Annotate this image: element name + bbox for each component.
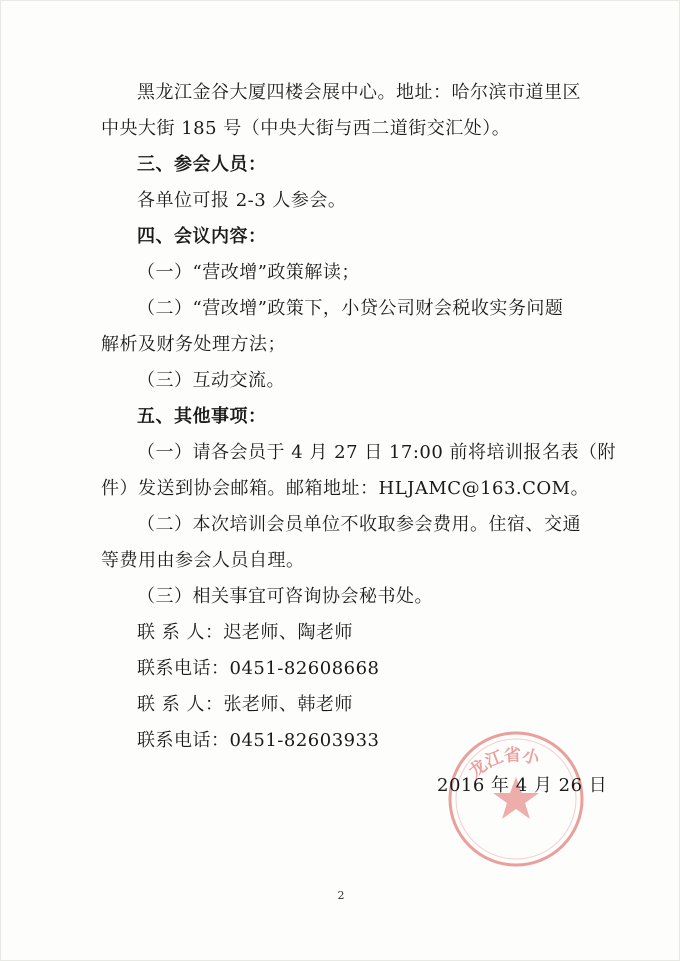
list-item-other-2: （二）本次培训会员单位不收取参会费用。住宿、交通 <box>137 514 581 535</box>
list-item-other-3: （三）相关事宜可咨询协会秘书处。 <box>137 586 433 607</box>
list-item-other-1-cont: 件）发送到协会邮箱。邮箱地址：HLJAMC@163.COM。 <box>101 478 590 499</box>
contact-person-1: 联 系 人：迟老师、陶老师 <box>137 622 353 643</box>
list-item-content-1: （一）“营改增”政策解读； <box>137 262 360 283</box>
paragraph-line-address: 中央大街 185 号（中央大街与西二道街交汇处）。 <box>101 118 511 139</box>
contact-phone-1: 联系电话：0451-82608668 <box>137 658 380 679</box>
section-heading-content: 四、会议内容： <box>137 226 267 247</box>
document-body <box>101 75 617 759</box>
list-item-content-2-cont: 解析及财务处理方法； <box>101 334 286 355</box>
contact-phone-2: 联系电话：0451-82603933 <box>137 730 380 751</box>
seal-text: 龙江省小 <box>465 745 542 783</box>
list-item-other-1: （一）请各会员于 4 月 27 日 17:00 前将培训报名表（附 <box>137 442 617 463</box>
list-item-content-3: （三）互动交流。 <box>137 370 285 391</box>
contact-person-2: 联 系 人：张老师、韩老师 <box>137 694 353 715</box>
list-item-other-2-cont: 等费用由参会人员自理。 <box>101 550 305 571</box>
paragraph-line-venue: 黑龙江金谷大厦四楼会展中心。地址：哈尔滨市道里区 <box>137 82 581 103</box>
document-date: 2016 年 4 月 26 日 <box>437 775 608 796</box>
section-heading-attendees: 三、参会人员： <box>137 154 267 175</box>
list-item-content-2: （二）“营改增”政策下，小贷公司财会税收实务问题 <box>137 298 564 319</box>
page-number: 2 <box>337 889 345 902</box>
paragraph-line-attendees: 各单位可报 2-3 人参会。 <box>137 190 347 211</box>
section-heading-other: 五、其他事项： <box>137 406 267 427</box>
